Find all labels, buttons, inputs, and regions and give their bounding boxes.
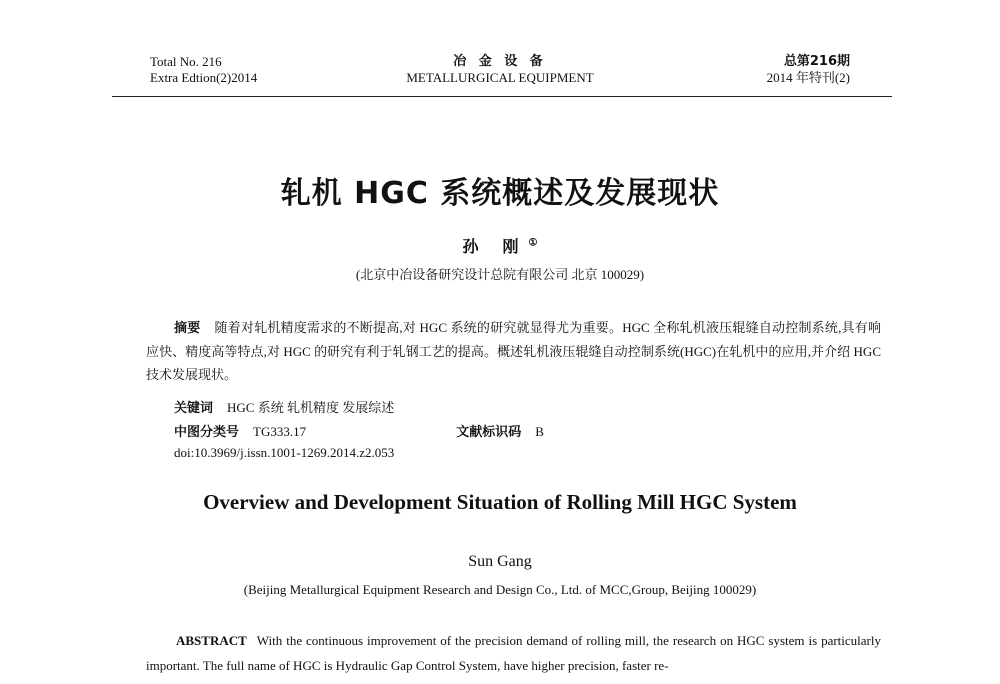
header-right bbox=[767, 54, 850, 86]
author-en: Sun Gang bbox=[468, 553, 532, 570]
author-name-cn: 孙 刚 bbox=[462, 239, 529, 256]
abstract-en bbox=[146, 628, 881, 678]
journal-name-cn: 冶 金 设 备 bbox=[453, 54, 547, 69]
author-cn bbox=[0, 234, 1000, 257]
affiliation-cn: (北京中冶设备研究设计总院有限公司 北京 100029) bbox=[355, 267, 645, 282]
header-center bbox=[0, 54, 1000, 86]
abstract-en-text: With the continuous improvement of the precision demand of rolling mill, the research on HGC system is particularly important. The full name of HGC is Hydraulic Gap Control System, have higher precision, faster re- bbox=[146, 633, 881, 673]
keywords-text: HGC 系统 轧机精度 发展综述 bbox=[227, 400, 395, 415]
paper-title-cn: 轧机 HGC 系统概述及发展现状 bbox=[280, 176, 720, 211]
doc-code-label: 文献标识码 bbox=[456, 425, 522, 440]
total-issue-cn: 总第216期 bbox=[783, 54, 850, 69]
affiliation-en: (Beijing Metallurgical Equipment Research and Design Co., Ltd. of MCC,Group, Beijing 100029) bbox=[243, 582, 757, 597]
abstract-cn-label: 摘要 bbox=[174, 321, 201, 336]
abstract-cn-text: 随着对轧机精度需求的不断提高,对 HGC 系统的研究就显得尤为重要。HGC 全称轧机液压辊缝自动控制系统,具有响应快、精度高等特点,对 HGC 的研究有利于轧钢工艺的提高。概述轧机液压辊缝自动控制系统(HGC)在轧机中的应用,并介绍 HGC 技术发展现状。 bbox=[146, 320, 881, 382]
paper-title-en: Overview and Development Situation of Rolling Mill HGC System bbox=[203, 490, 797, 514]
author-footnote-mark: ① bbox=[528, 237, 538, 249]
doc-code-value: B bbox=[535, 424, 544, 439]
clc-value: TG333.17 bbox=[253, 424, 307, 439]
total-number: Total No. 216 bbox=[150, 54, 222, 69]
header-rule bbox=[112, 96, 892, 97]
keywords-label: 关键词 bbox=[174, 401, 214, 416]
special-issue-cn: 2014 年特刊(2) bbox=[766, 70, 850, 85]
doi[interactable]: doi:10.3969/j.issn.1001-1269.2014.z2.053 bbox=[174, 445, 395, 460]
abstract-en-label: ABSTRACT bbox=[176, 633, 247, 648]
extra-edition: Extra Edtion(2)2014 bbox=[150, 70, 258, 85]
clc-label: 中图分类号 bbox=[174, 425, 240, 440]
keywords bbox=[174, 397, 394, 416]
journal-name-en: METALLURGICAL EQUIPMENT bbox=[406, 70, 594, 85]
abstract-cn bbox=[146, 316, 881, 386]
classification bbox=[174, 421, 544, 440]
